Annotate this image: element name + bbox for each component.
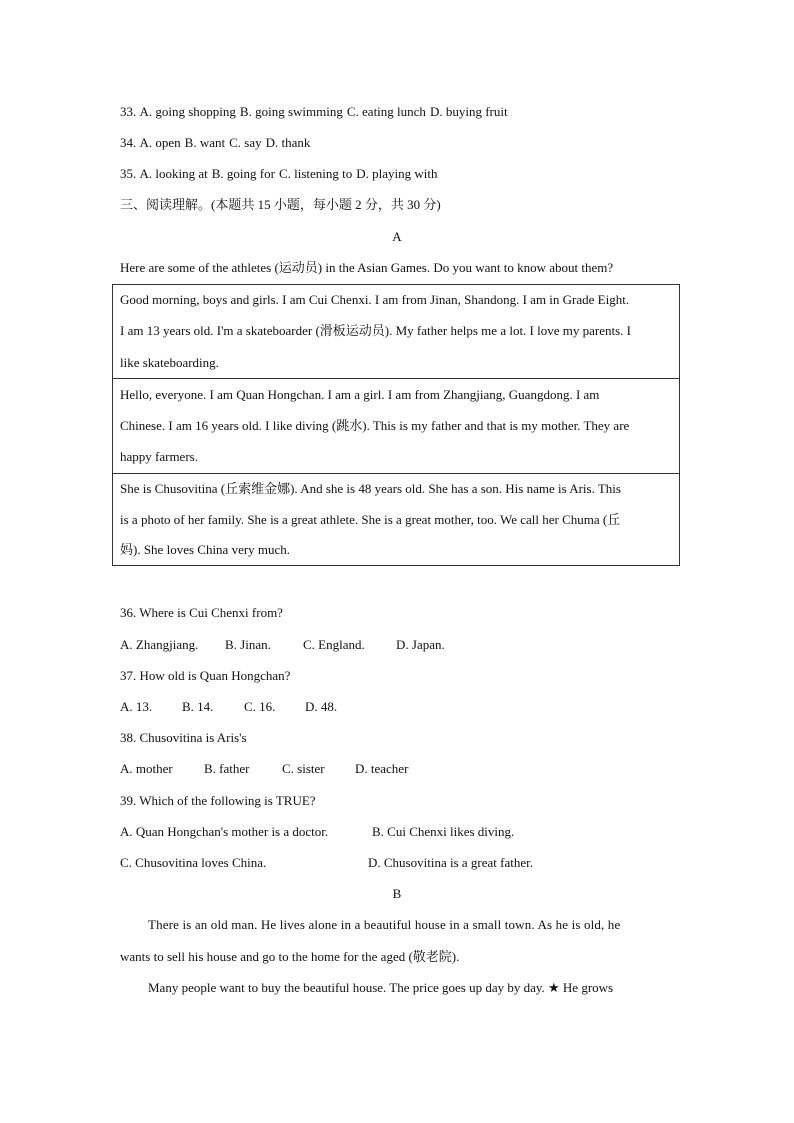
- option-d: D. Chusovitina is a great father.: [368, 855, 533, 870]
- option-b: B. want: [184, 135, 226, 150]
- option-b: B. Jinan.: [225, 637, 271, 652]
- option-d: D. 48.: [305, 699, 338, 714]
- question-38-stem: 38. Chusovitina is Aris's: [120, 730, 247, 745]
- option-c: C. eating lunch: [346, 104, 426, 119]
- athlete-cell-quan-hongchan: [113, 378, 679, 473]
- option-c: C. listening to: [278, 166, 353, 181]
- option-b: B. going swimming: [239, 104, 343, 119]
- option-a: A. mother: [120, 761, 173, 776]
- question-39-options-ab: [120, 824, 514, 840]
- option-c: C. Chusovitina loves China.: [120, 855, 267, 870]
- option-d: D. buying fruit: [429, 104, 508, 119]
- section-heading: 三、阅读理解。(本题共 15 小题，每小题 2 分，共 30 分): [120, 197, 441, 212]
- question-number: 33.: [120, 104, 140, 119]
- passage-a-letter: A: [392, 229, 402, 244]
- option-c: C. sister: [282, 761, 325, 776]
- option-d: D. playing with: [356, 166, 438, 181]
- text-line: wants to sell his house and go to the home for the aged (敬老院).: [120, 949, 460, 964]
- option-b: B. Cui Chenxi likes diving.: [372, 824, 515, 839]
- question-35-options: [120, 166, 438, 182]
- option-a: A. open: [139, 135, 181, 150]
- option-d: D. thank: [265, 135, 311, 150]
- question-36-stem: 36. Where is Cui Chenxi from?: [120, 605, 283, 620]
- question-39-options-cd: [120, 855, 533, 871]
- option-a: A. Quan Hongchan's mother is a doctor.: [120, 824, 329, 839]
- text-line: I am 13 years old. I'm a skateboarder (滑板运动员). My father helps me a lot. I love my parents. I: [120, 323, 631, 338]
- question-36-options: [120, 637, 445, 653]
- athlete-info-table: [112, 284, 680, 566]
- text-line: is a photo of her family. She is a great athlete. She is a great mother, too. We call her Chuma (丘: [120, 512, 621, 527]
- question-37-options: [120, 699, 337, 715]
- text-line: There is an old man. He lives alone in a beautiful house in a small town. As he is old, he: [148, 917, 621, 932]
- text-line: like skateboarding.: [120, 355, 219, 370]
- athlete-cell-chusovitina: [113, 473, 679, 565]
- option-b: B. father: [204, 761, 250, 776]
- question-34-options: [120, 135, 310, 151]
- passage-b-letter: B: [392, 886, 402, 901]
- text-line: 妈). She loves China very much.: [120, 542, 291, 557]
- option-d: D. teacher: [355, 761, 409, 776]
- text-line: She is Chusovitina (丘索维金娜). And she is 48 years old. She has a son. His name is Aris. This: [120, 481, 621, 496]
- option-d: D. Japan.: [396, 637, 445, 652]
- text-line: Hello, everyone. I am Quan Hongchan. I am a girl. I am from Zhangjiang, Guangdong. I am: [120, 387, 600, 402]
- option-c: C. say: [229, 135, 262, 150]
- text-line: Chinese. I am 16 years old. I like diving (跳水). This is my father and that is my mother. They are: [120, 418, 630, 433]
- question-39-stem: 39. Which of the following is TRUE?: [120, 793, 316, 808]
- option-a: A. Zhangjiang.: [120, 637, 199, 652]
- option-a: A. 13.: [120, 699, 153, 714]
- option-a: A. looking at: [139, 166, 208, 181]
- question-37-stem: 37. How old is Quan Hongchan?: [120, 668, 291, 683]
- option-a: A. going shopping: [139, 104, 236, 119]
- question-38-options: [120, 761, 408, 777]
- option-b: B. going for: [211, 166, 275, 181]
- option-c: C. England.: [303, 637, 365, 652]
- athlete-cell-cui-chenxi: [113, 285, 679, 378]
- question-number: 35.: [120, 166, 140, 181]
- text-line: Many people want to buy the beautiful house. The price goes up day by day. ★ He grows: [148, 980, 614, 995]
- text-line: Good morning, boys and girls. I am Cui Chenxi. I am from Jinan, Shandong. I am in Grade Eight.: [120, 292, 630, 307]
- option-c: C. 16.: [244, 699, 276, 714]
- text-line: happy farmers.: [120, 449, 198, 464]
- passage-a-intro: Here are some of the athletes (运动员) in the Asian Games. Do you want to know about them?: [120, 260, 614, 275]
- question-33-options: [120, 104, 508, 120]
- question-number: 34.: [120, 135, 140, 150]
- option-b: B. 14.: [182, 699, 214, 714]
